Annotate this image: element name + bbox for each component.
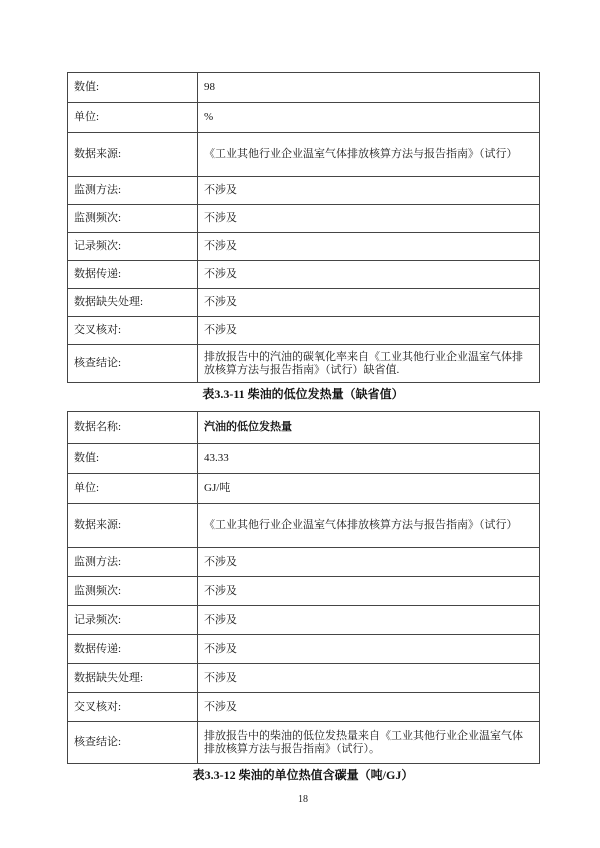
table-row: [68, 205, 540, 233]
row-value: 不涉及: [198, 606, 540, 635]
row-value: 《工业其他行业企业温室气体排放核算方法与报告指南》（试行）: [198, 133, 540, 177]
row-value: 《工业其他行业企业温室气体排放核算方法与报告指南》（试行）: [198, 504, 540, 548]
table-row: [68, 664, 540, 693]
table-row: [68, 345, 540, 383]
table-row: [68, 504, 540, 548]
parameter-table-carbon-oxidation-rate: [67, 72, 540, 383]
table-row: [68, 133, 540, 177]
row-value: 不涉及: [198, 635, 540, 664]
row-value: 不涉及: [198, 261, 540, 289]
row-label: 监测频次:: [68, 577, 198, 606]
row-label: 数值:: [68, 444, 198, 474]
table-row: [68, 693, 540, 722]
table-1-caption: 表3.3-11 柴油的低位发热量（缺省值）: [202, 387, 404, 401]
table-row: [68, 103, 540, 133]
table-row: [68, 73, 540, 103]
table-row: [68, 722, 540, 764]
row-value: GJ/吨: [198, 474, 540, 504]
table-row: [68, 177, 540, 205]
row-label: 数据来源:: [68, 504, 198, 548]
row-value: 不涉及: [198, 664, 540, 693]
row-value: 不涉及: [198, 205, 540, 233]
row-value-conclusion: 排放报告中的柴油的低位发热量来自《工业其他行业企业温室气体排放核算方法与报告指南》（试行）。: [198, 722, 540, 764]
row-label: 记录频次:: [68, 233, 198, 261]
row-value: 不涉及: [198, 177, 540, 205]
row-value: %: [198, 103, 540, 133]
row-value: 不涉及: [198, 548, 540, 577]
row-label: 数据缺失处理:: [68, 664, 198, 693]
table-row: [68, 548, 540, 577]
row-value: 不涉及: [198, 289, 540, 317]
table-row: [68, 577, 540, 606]
row-label: 核查结论:: [68, 722, 198, 764]
table-row: [68, 289, 540, 317]
row-label: 数值:: [68, 73, 198, 103]
row-label: 记录频次:: [68, 606, 198, 635]
parameter-table-diesel-heating-value: [67, 411, 540, 764]
row-label: 数据传递:: [68, 261, 198, 289]
table-row: [68, 412, 540, 444]
row-label: 交叉核对:: [68, 693, 198, 722]
row-label: 单位:: [68, 474, 198, 504]
table-row: [68, 261, 540, 289]
row-value-data-name: 汽油的低位发热量: [198, 412, 540, 444]
table-row: [68, 606, 540, 635]
row-value: 43.33: [198, 444, 540, 474]
table-row: [68, 233, 540, 261]
row-label: 单位:: [68, 103, 198, 133]
row-label: 核查结论:: [68, 345, 198, 383]
row-label: 数据传递:: [68, 635, 198, 664]
row-label: 数据来源:: [68, 133, 198, 177]
row-value: 98: [198, 73, 540, 103]
table-row: [68, 317, 540, 345]
table-row: [68, 474, 540, 504]
row-value-conclusion: 排放报告中的汽油的碳氧化率来自《工业其他行业企业温室气体排放核算方法与报告指南》（试行）缺省值.: [198, 345, 540, 383]
row-label: 监测方法:: [68, 177, 198, 205]
row-label: 数据名称:: [68, 412, 198, 444]
row-label: 数据缺失处理:: [68, 289, 198, 317]
row-value: 不涉及: [198, 233, 540, 261]
table-row: [68, 444, 540, 474]
row-value: 不涉及: [198, 693, 540, 722]
page-number: 18: [298, 794, 308, 805]
row-value: 不涉及: [198, 577, 540, 606]
table-2-caption: 表3.3-12 柴油的单位热值含碳量（吨/GJ）: [192, 768, 414, 782]
row-value: 不涉及: [198, 317, 540, 345]
row-label: 交叉核对:: [68, 317, 198, 345]
row-label: 监测方法:: [68, 548, 198, 577]
table-row: [68, 635, 540, 664]
row-label: 监测频次:: [68, 205, 198, 233]
